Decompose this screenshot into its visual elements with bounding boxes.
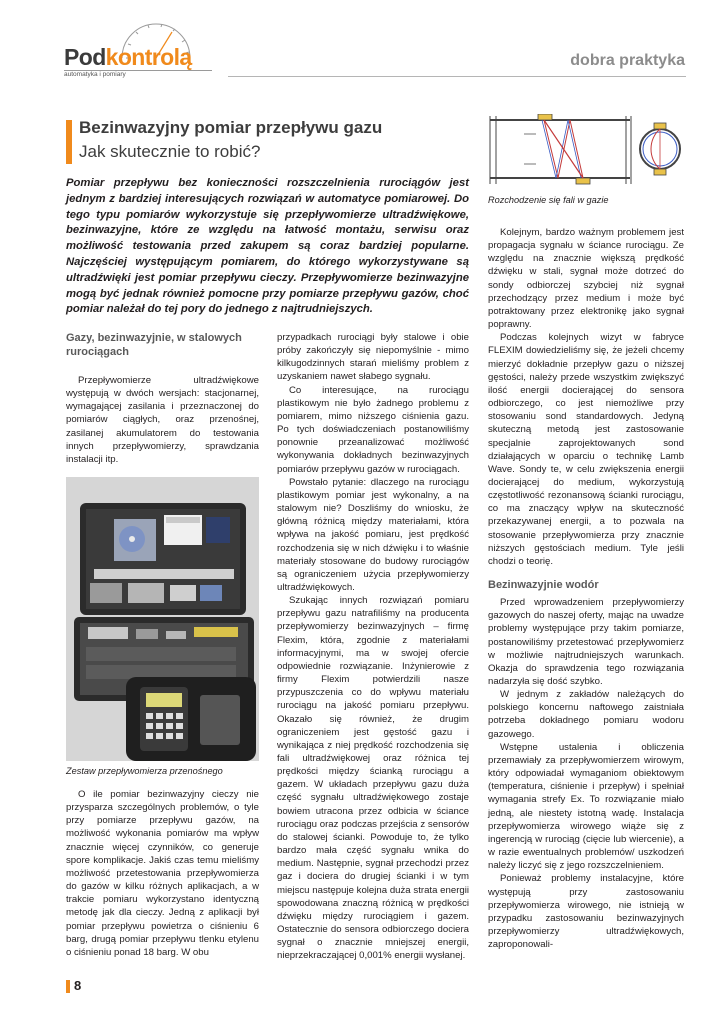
header-divider (228, 76, 686, 77)
photo-caption: Zestaw przepływomierza przenośnego (66, 766, 223, 776)
logo-tagline: automatyka i pomiary (64, 71, 126, 78)
paragraph: Szukając innych rozwiązań pomiaru przepływu gazu natrafiliśmy na producenta przepływomierzy bezinwazyjnych – firmę Flexim, która, zgodnie z materiałami informacyjnymi, ma w swojej ofercie odpowiednie rozwiązanie. Inżynierowie z firmy Flexim potwierdzili nasze przypuszczenia co do wpływu materiału rurociągu na jakość pomiaru przepływu. Okazało się również, że drugim ograniczeniem jest gęstość gazu i wynikająca z niej prędkość rozchodzenia się fali ultradźwiękowej oraz różnica tej prędkości między ścianką rurociągu a gazem. W układach przepływu gazu duża część sygnału ultradźwiękowego zostaje bowiem utracona przez odbicia w ściance rurociągu oraz podczas przejścia z sensorów do stalowej ścianki. Powoduje to, że tylko bardzo mała część sygnału wnika do medium. Następnie, sygnał przechodzi przez gaz i dociera do drugiej ścianki i w tym miejscu następuje kolejna duża strata energii spowodowana znaczną różnicą w prędkości dźwięku między rurociągiem i gazem. Ostatecznie do sensora odbiorczego dociera sygnał o znacznie mniejszej energii, nieprzekraczającej 0,001% energii wysłanej. (277, 595, 469, 962)
page-number-accent (66, 980, 70, 993)
column-1-intro (66, 374, 259, 466)
paragraph: Wstępne ustalenia i obliczenia przemawiały za przepływomierzem wirowym, który odpowiadał wymaganiom obiektowym (temperatura, ciśnienie i przepływ) i spełniał wymagania strefy Ex. To rozwiązanie miało jedną, ale niestety istotną wadę. Instalacja przepływomierza wirowego wiąże się z ingerencją w rurociąg (cięcie lub wiercenie), a w razie ewentualnych problemów/ uszkodzeń należy liczyć się z jego rozszczelnieniem. (488, 741, 684, 872)
article-subtitle: Jak skutecznie to robić? (79, 142, 261, 161)
column-3-body (488, 226, 684, 951)
section-heading-hydrogen: Bezinwazyjnie wodór (488, 579, 599, 592)
page-number: 8 (74, 978, 82, 993)
article-lead: Pomiar przepływu bez konieczności rozszczelnienia rurociągów jest jednym z bardziej interesujących rozwiązań w automatyce pomiarowej. Do tego typu pomiarów wykorzystuje się przepływomierze ultradźwiękowe, bezinwazyjne, które ze względu na łatwość montażu, serwisu oraz możliwość testowania przed zakupem są coraz bardziej popularne. Najczęściej występującym pomiarem, do którego wykorzystywane są ultradźwięki jest pomiar przepływu cieczy. Przepływomierze bezinwazyjne mogą być jednak również pomocne przy pomiarze przepływu gazów, choć pomiar należał do tej pory do jednego z najtrudniejszych. (66, 177, 469, 316)
column-1-body (66, 788, 259, 959)
paragraph: Przepływomierze ultradźwiękowe występują w dwóch wersjach: stacjonarnej, wymagającej zasilania i przeznaczonej do pomiarów ciągłych, oraz przenośnej, zasilanej akumulatorem do testowania innych przepływomierzy, sprawdzania instalacji itp. (66, 375, 259, 465)
title-accent-bar (66, 120, 72, 164)
paragraph: Podczas kolejnych wizyt w fabryce FLEXIM dowiedzieliśmy się, że jeżeli chcemy mierzyć dokładnie przepływ gazu o niższej gęstości, należy przede wszystkim zwiększyć ilość energii docierającej do sensora odbiorczego, co jest niemożliwe przy stosowaniu sond standardowych. Jedyną skuteczną metodą jest zastosowanie specjalnie zaprojektowanych sond działających w oparciu o technikę Lamb Wave. Sondy te, w celu zwiększenia energii docierającej do medium, wykorzystują częstotliwość rezonansową ścianki rurociągu, co ma znaczący wpływ na skuteczność przekazywanej energii, a to pozwala na stosowanie przepływomierza przy znacznie niższych gęstościach medium. Tyle jeśli chodzi o teorię. (488, 332, 684, 567)
paragraph: W jednym z zakładów należących do polskiego koncernu naftowego zaistniała potrzeba dokładnego pomiaru wodoru gazowego. (488, 689, 684, 740)
diagram-caption: Rozchodzenie się fali w gazie (488, 195, 609, 205)
paragraph: O ile pomiar bezinwazyjny cieczy nie przysparza szczególnych problemów, o tyle przy pomiarze przepływu gazów, na możliwość wykonania pomiarów ma wpływ znacznie więcej czynników, co generuje spore komplikacje. Jakiś czas temu mieliśmy możliwość przetestowania przepływomierza do gazów w kilku różnych aplikacjach, a w trakcie pomiaru wykorzystano identyczną metodę jak dla cieczy. Jedną z aplikacji był pomiar przepływu powietrza o ciśnieniu 6 barg, drugą pomiar przepływu tlenku etylenu o ciśnieniu ponad 18 barg. W obu (66, 789, 259, 958)
paragraph: Powstało pytanie: dlaczego na rurociągu plastikowym pomiar jest wykonalny, a na stalowym nie? Doszliśmy do wniosku, że główną różnicą między materiałami, która wpływa na jakość pomiaru, jest prędkość rozchodzenia się w nich dźwięku i to właśnie materiały stosowane do budowy rurociągów są ograniczeniem użycia przepływomierzy ultradźwiękowych. (277, 476, 469, 593)
column-2-body (277, 331, 469, 963)
paragraph: Ponieważ problemy instalacyjne, które występują przy zastosowaniu przepływomierza wirowego, nie istnieją w przypadku zastosowaniu bezinwazyjnych przepływomierzy ultradźwiękowych, zaproponowali- (488, 873, 684, 951)
article-title: Bezinwazyjny pomiar przepływu gazu (79, 118, 383, 137)
magazine-logo (64, 30, 224, 82)
paragraph: Kolejnym, bardzo ważnym problemem jest propagacja sygnału w ściance rurociągu. Ze względu na znacznie większą prędkość dźwięku w stali, sygnał może dotrzeć do sondy odbiorczej szybciej niż sygnał przechodzący przez medium i może być potraktowany przez elektronikę jako sygnał poprawny. (488, 227, 684, 331)
section-label: dobra praktyka (570, 52, 685, 69)
receiver-sensor (576, 178, 590, 184)
section-heading-gases: Gazy, bezinwazyjnie, w stalowych rurociągach (66, 332, 242, 358)
flowmeter-case-image (66, 477, 259, 761)
transmitter-sensor (538, 114, 552, 120)
paragraph: Przed wprowadzeniem przepływomierzy gazowych do naszej oferty, mając na uwadze problemy występujące przy takim pomiarze, postanowiliśmy przetestować przepływomierz w możliwie najtrudniejszych warunkach. Okazja do sprawdzenia tego rozwiązania nadarzyła się dość szybko. (488, 597, 684, 687)
paragraph: Co interesujące, na rurociągu plastikowym nie było żadnego problemu z pomiarem, mimo niższego ciśnienia gazu. Po tych doświadczeniach postanowiliśmy ponownie przeanalizować możliwość wykonywania dokładnych bezinwazyjnych pomiarów przepływu gazów w rurociągach. (277, 384, 469, 475)
logo-wordmark: Podkontrolą (64, 44, 192, 70)
paragraph: przypadkach rurociągi były stalowe i obie próby zakończyły się niepomyślnie - mimo kilkugodzinnych starań mieliśmy problem z uzyskaniem nawet słabego sygnału. (277, 332, 469, 383)
portable-flowmeter-photo (66, 477, 259, 761)
wave-propagation-diagram (488, 114, 684, 194)
